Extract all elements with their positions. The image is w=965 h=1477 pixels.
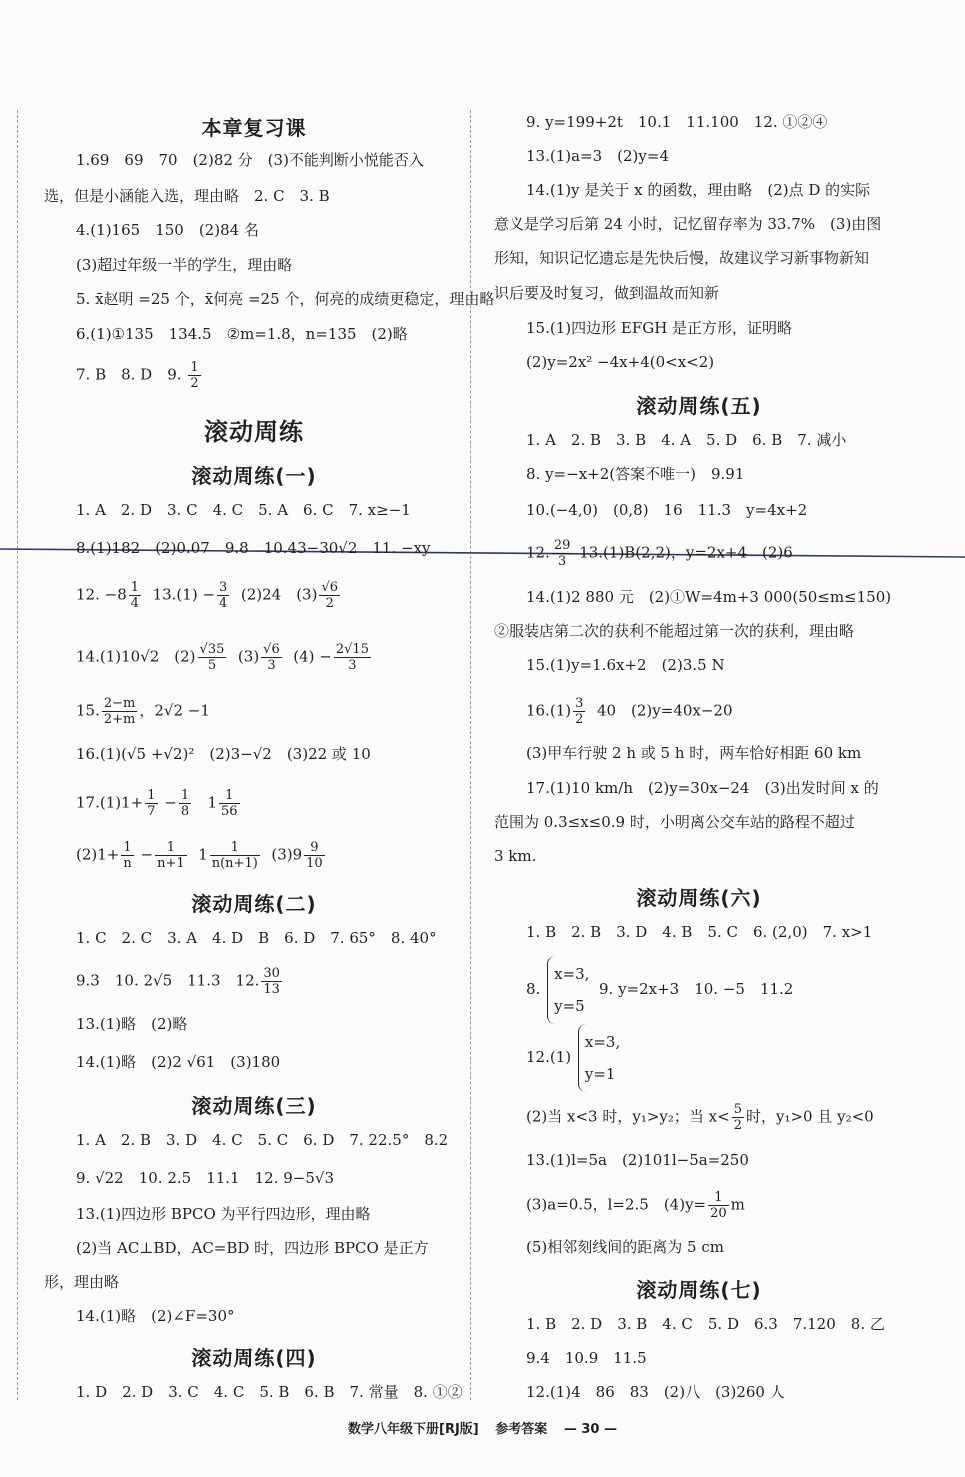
answer-line: (2)1+ $\frac{1}{n}$ − $\frac{1}{n+1}$ 1 $\frac{1}{n(n+1)}$ (3)9 $\frac{9}{10}$	[76, 840, 323, 871]
answer-line: 1. A 2. D 3. C 4. C 5. A 6. C 7. x≥−1	[76, 501, 411, 519]
answer-line: 14.(1)略 (2)2 √61 (3)180	[76, 1053, 281, 1071]
answer-line: 识后要及时复习，做到温故而知新	[494, 284, 720, 302]
answer-line: 17.(1)1+ $\frac{1}{7}$ − $\frac{1}{8}$ 1 $\frac{1}{56}$	[76, 788, 238, 819]
answer-line: 16.(1)(√5 +√2)² (2)3−√2 (3)22 或 10	[76, 745, 371, 763]
equation-system: x=3, y=5	[547, 956, 589, 1024]
answer-line: 1. C 2. C 3. A 4. D B 6. D 7. 65° 8. 40°	[76, 929, 437, 947]
answer-line: 9. y=199+2t 10.1 11.100 12. ①②④	[526, 113, 828, 131]
answer-line: 9.3 10. 2√5 11.3 12. $\frac{30}{13}$	[76, 966, 280, 997]
answer-line: 1.69 69 70 (2)82 分 (3)不能判断小悦能否入	[76, 151, 424, 169]
answer-line: 15.(1)y=1.6x+2 (2)3.5 N	[526, 656, 725, 674]
answer-line: 3 km.	[494, 847, 537, 865]
section-heading-week3: 滚动周练(三)	[191, 1094, 317, 1118]
answer-line: ②服装店第二次的获利不能超过第一次的获利，理由略	[494, 622, 855, 640]
answer-line: 13.(1)l=5a (2)101l−5a=250	[526, 1151, 749, 1169]
answer-line: 9.4 10.9 11.5	[526, 1349, 647, 1367]
answer-line: 14.(1)y 是关于 x 的函数，理由略 (2)点 D 的实际	[526, 181, 871, 199]
answer-line: 7. B 8. D 9. $\frac{1}{2}$	[76, 360, 199, 391]
section-heading-week7: 滚动周练(七)	[636, 1278, 762, 1302]
answer-line: 12.(1) x=3, y=1	[494, 1024, 620, 1092]
answer-line: 12. −8 $\frac{1}{4}$ 13.(1) − $\frac{3}{4}$ (2)24 (3) $\frac{√6}{2}$	[76, 580, 339, 611]
section-heading-week5: 滚动周练(五)	[636, 394, 762, 418]
page-footer	[0, 1418, 965, 1437]
answer-line: 1. B 2. B 3. D 4. B 5. C 6. (2,0) 7. x>1	[526, 923, 873, 941]
answer-line: 10.(−4,0) (0,8) 16 11.3 y=4x+2	[526, 501, 808, 519]
answer-line: 17.(1)10 km/h (2)y=30x−24 (3)出发时间 x 的	[526, 779, 879, 797]
answer-line: (3)超过年级一半的学生，理由略	[76, 256, 293, 274]
answer-line: 13.(1)略 (2)略	[76, 1015, 188, 1033]
answer-line: (2)y=2x² −4x+4(0<x<2)	[526, 353, 715, 371]
answer-line: 8. x=3, y=5 9. y=2x+3 10. −5 11.2	[494, 956, 793, 1024]
answer-line: 16.(1) $\frac{3}{2}$ 40 (2)y=40x−20	[526, 696, 733, 727]
answer-line: 范围为 0.3≤x≤0.9 时，小明离公交车站的路程不超过	[494, 813, 855, 831]
section-heading-week6: 滚动周练(六)	[636, 886, 762, 910]
answer-line: 14.(1)略 (2)∠F=30°	[76, 1307, 235, 1325]
page-number: — 30 —	[563, 1422, 617, 1437]
answer-line: (5)相邻刻线间的距离为 5 cm	[526, 1238, 724, 1256]
answer-line: 6.(1)①135 134.5 ②m=1.8，n=135 (2)略	[76, 325, 408, 343]
answer-line: (2)当 AC⊥BD，AC=BD 时，四边形 BPCO 是正方	[76, 1239, 429, 1257]
section-heading-review: 本章复习课	[201, 116, 307, 140]
answer-line: 1. A 2. B 3. B 4. A 5. D 6. B 7. 减小	[526, 431, 847, 449]
answer-line: 13.(1)a=3 (2)y=4	[526, 147, 669, 165]
answer-line: 1. A 2. B 3. D 4. C 5. C 6. D 7. 22.5° 8.2	[76, 1131, 449, 1149]
answer-line: 8. y=−x+2(答案不唯一) 9.91	[526, 465, 745, 483]
answer-line: 1. D 2. D 3. C 4. C 5. B 6. B 7. 常量 8. ①②	[76, 1383, 463, 1401]
answer-line: 8.(1)182 (2)0.07 9.8 10.43−30√2 11. −xy	[76, 539, 431, 557]
answer-line: 12.(1)4 86 83 (2)八 (3)260 人	[526, 1383, 785, 1401]
equation-system: x=3, y=1	[578, 1024, 620, 1092]
answer-line: 选，但是小涵能入选，理由略 2. C 3. B	[44, 187, 330, 205]
answer-line: 14.(1)10√2 (2) $\frac{√35}{5}$ (3) $\frac{√6}{3}$ (4) − $\frac{2√15}{3}$	[76, 642, 369, 673]
answer-line: (2)当 x<3 时，y₁>y₂；当 x< $\frac{5}{2}$ 时，y₁>0 且 y₂<0	[526, 1102, 874, 1133]
section-heading-week1: 滚动周练(一)	[191, 464, 317, 488]
answer-line: (3)a=0.5，l=2.5 (4)y= $\frac{1}{20}$ m	[526, 1190, 745, 1221]
answer-line: 形，理由略	[44, 1273, 120, 1291]
answer-line: 形知，知识记忆遗忘是先快后慢，故建议学习新事物新知	[494, 249, 870, 267]
answer-line: 13.(1)四边形 BPCO 为平行四边形，理由略	[76, 1205, 371, 1223]
footer-subject: 数学八年级下册[RJ版]	[348, 1422, 479, 1437]
answer-line: 14.(1)2 880 元 (2)①W=4m+3 000(50≤m≤150)	[526, 588, 892, 606]
answer-line: 意义是学习后第 24 小时，记忆留存率为 33.7% (3)由图	[494, 215, 882, 233]
footer-section: 参考答案	[495, 1422, 548, 1437]
answer-line: 15.(1)四边形 EFGH 是正方形，证明略	[526, 319, 793, 337]
answer-line: 1. B 2. D 3. B 4. C 5. D 6.3 7.120 8. 乙	[526, 1315, 885, 1333]
answer-line: (3)甲车行驶 2 h 或 5 h 时，两车恰好相距 60 km	[526, 744, 862, 762]
chapter-heading: 滚动周练	[204, 418, 304, 446]
answer-line: 4.(1)165 150 (2)84 名	[76, 221, 259, 239]
section-heading-week4: 滚动周练(四)	[191, 1346, 317, 1370]
section-heading-week2: 滚动周练(二)	[191, 892, 317, 916]
answer-line: 15. $\frac{2-m}{2+m}$ ，2√2 −1	[76, 696, 210, 727]
answer-line: 9. √22 10. 2.5 11.1 12. 9−5√3	[76, 1169, 334, 1187]
answer-line: 5. x̄赵明 =25 个，x̄何亮 =25 个，何亮的成绩更稳定，理由略	[76, 290, 495, 308]
answer-line: 12. $\frac{29}{3}$ 13.(1)B(2,2)，y=2x+4 (2)6	[526, 538, 793, 569]
fraction: $\frac{1}{2}$	[190, 360, 199, 391]
